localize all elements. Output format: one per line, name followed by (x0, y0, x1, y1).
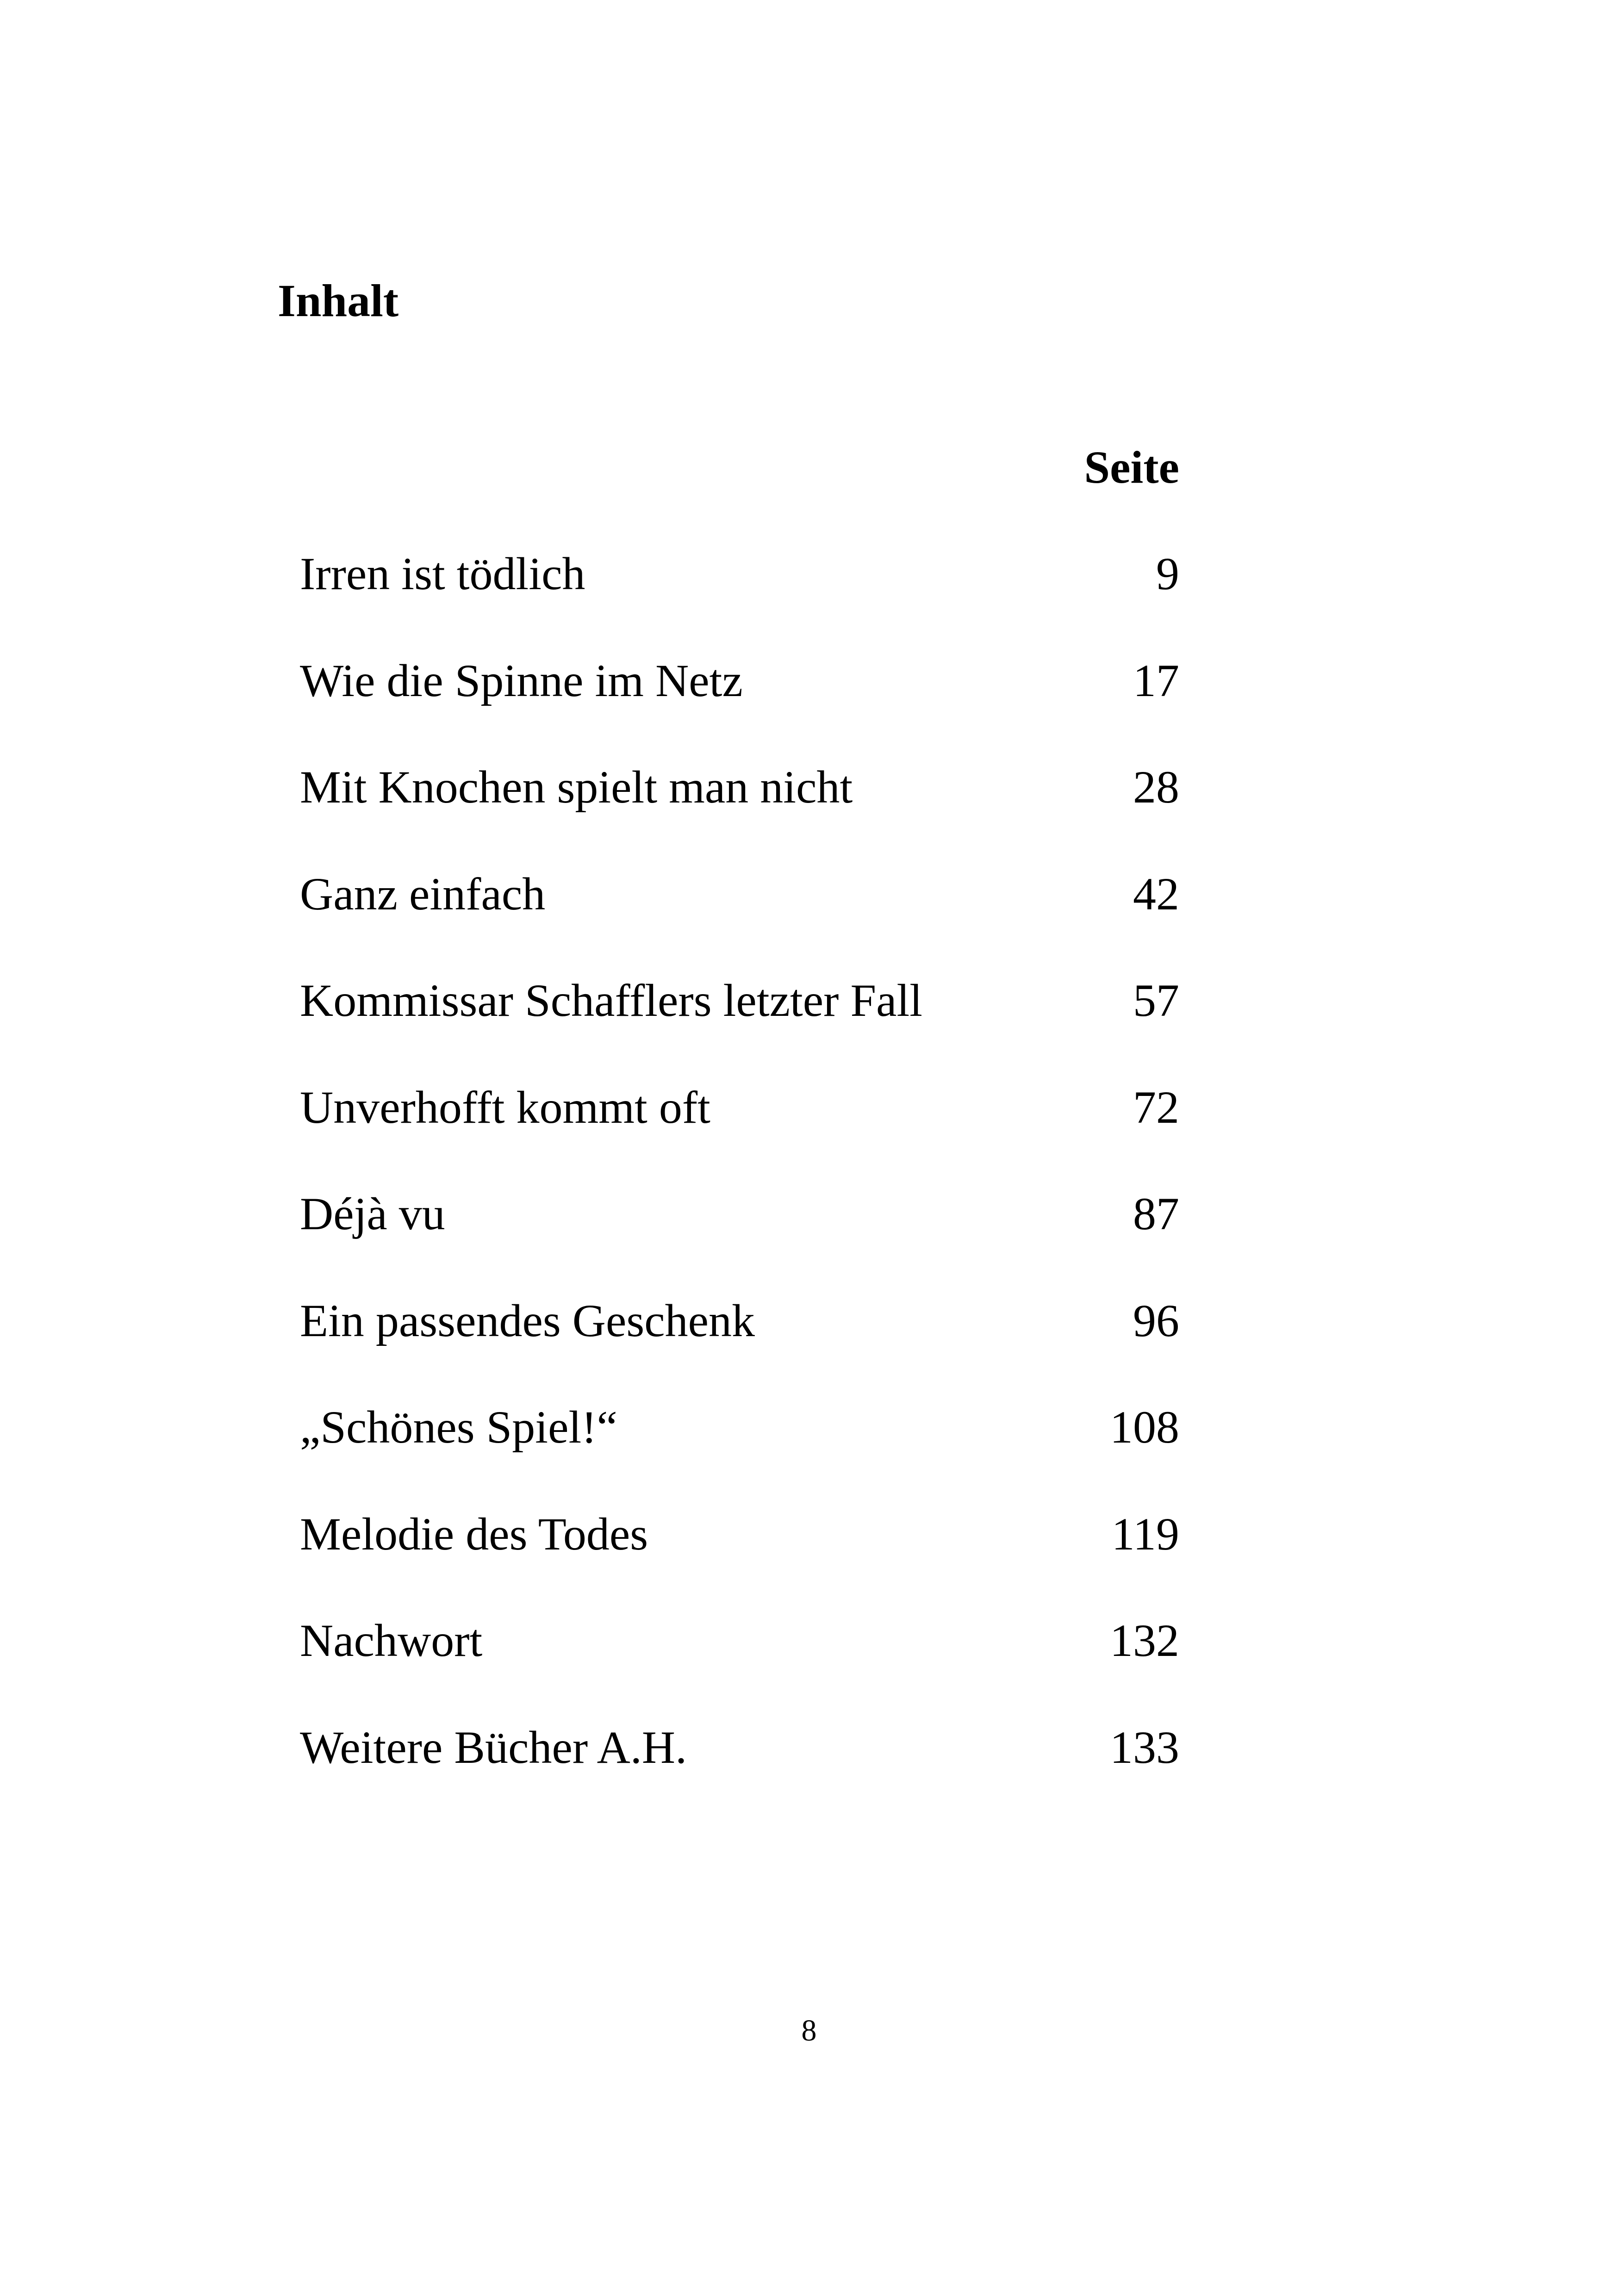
toc-entry-title: Nachwort (300, 1615, 483, 1666)
toc-entry-title: Mit Knochen spielt man nicht (300, 761, 853, 813)
toc-entry-page: 87 (1133, 1188, 1179, 1239)
toc-entry (300, 1615, 1179, 1724)
toc-list (300, 548, 1179, 1831)
toc-entry (300, 761, 1179, 871)
toc-entry-title: Unverhofft kommt oft (300, 1081, 710, 1133)
toc-entry-title: Weitere Bücher A.H. (300, 1721, 687, 1773)
toc-header (300, 444, 1179, 551)
toc-entry-page: 42 (1133, 868, 1179, 920)
toc-entry-title: Kommissar Schafflers letzter Fall (300, 975, 923, 1026)
toc-entry-page: 133 (1110, 1721, 1179, 1773)
page-title: Inhalt (278, 275, 399, 326)
toc-entry (300, 654, 1179, 765)
toc-entry (300, 1188, 1179, 1298)
page-column-label: Seite (1084, 442, 1179, 493)
toc-entry (300, 977, 1179, 1084)
toc-entry-page: 132 (1110, 1615, 1179, 1666)
toc-entry-title: Ganz einfach (300, 868, 546, 920)
toc-entry-page: 96 (1133, 1294, 1179, 1346)
page-number: 8 (801, 2014, 817, 2047)
toc-entry (300, 1081, 1179, 1191)
toc-entry-page: 57 (1133, 975, 1179, 1026)
toc-entry-page: 108 (1110, 1401, 1179, 1453)
toc-entry-page: 119 (1111, 1508, 1179, 1560)
toc-entry-title: Déjà vu (300, 1188, 445, 1239)
toc-entry (300, 548, 1179, 658)
toc-entry-title: „Schönes Spiel!“ (300, 1401, 617, 1453)
toc-entry (300, 868, 1179, 978)
toc-entry-title: Melodie des Todes (300, 1508, 648, 1560)
toc-entry (300, 1721, 1179, 1831)
toc-entry-page: 17 (1133, 654, 1179, 706)
toc-entry-page: 9 (1156, 548, 1179, 599)
toc-entry (300, 1401, 1179, 1511)
toc-entry-page: 72 (1133, 1081, 1179, 1133)
toc-entry (300, 1508, 1179, 1618)
toc-entry-title: Irren ist tödlich (300, 548, 585, 599)
toc-entry-page: 28 (1133, 761, 1179, 813)
table-of-contents (300, 444, 1179, 1831)
toc-entry-title: Wie die Spinne im Netz (300, 654, 743, 706)
toc-entry-title: Ein passendes Geschenk (300, 1294, 755, 1346)
toc-entry (300, 1294, 1179, 1405)
